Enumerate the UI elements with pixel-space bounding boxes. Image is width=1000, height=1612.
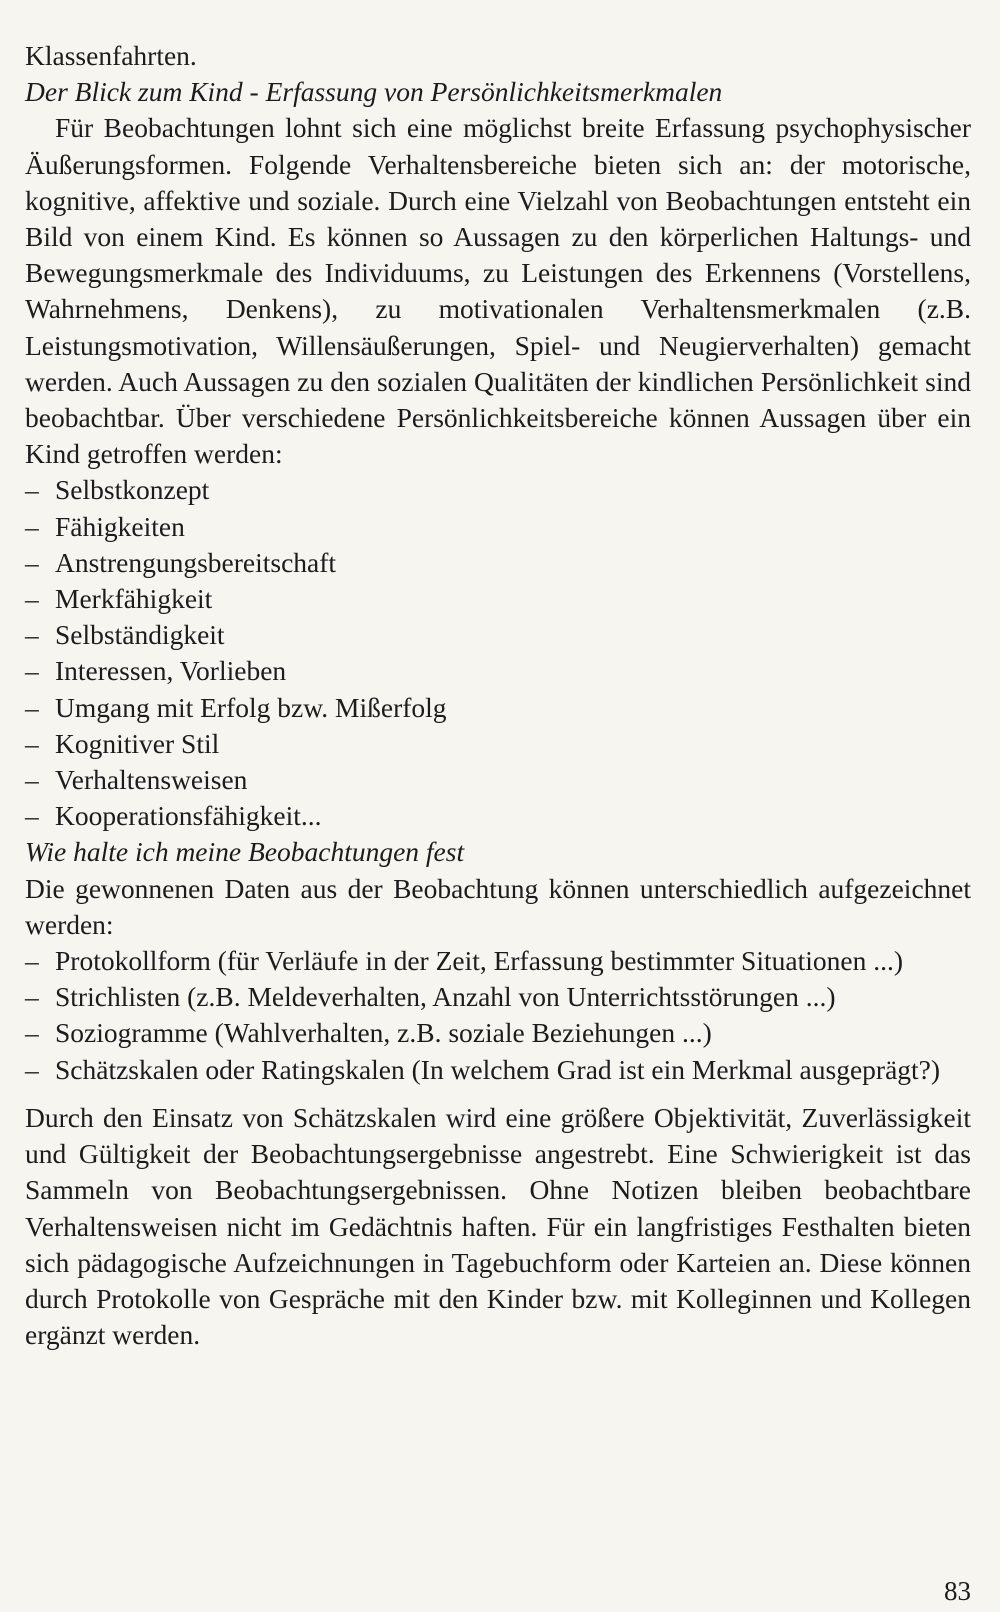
- list-item: – Fähigkeiten: [25, 509, 971, 545]
- list-item: – Interessen, Vorlieben: [25, 653, 971, 689]
- list-item: – Schätzskalen oder Ratingskalen (In welchem Grad ist ein Merkmal ausgeprägt?): [25, 1052, 971, 1088]
- paragraph-spacer: [25, 1088, 971, 1100]
- page-number: 83: [944, 1576, 971, 1606]
- list-item: – Selbstkonzept: [25, 472, 971, 508]
- paragraph-observation: Für Beobachtungen lohnt sich eine möglichst breite Erfassung psychophysischer Äußerungsformen. Folgende Verhaltensbereiche bieten sich an: der motorische, kognitive, affektive und soziale. Durch eine Vielzahl von Beobachtungen entsteht ein Bild von einem Kind. Es können so Aussagen zu den körperlichen Haltungs- und Bewegungsmerkmale des Individuums, zu Leistungen des Erkennens (Vorstellens, Wahrnehmens, Denkens), zu motivationalen Verhaltensmerkmalen (z.B. Leistungsmotivation, Willensäußerungen, Spiel- und Neugierverhalten) gemacht werden. Auch Aussagen zu den sozialen Qualitäten der kindlichen Persönlichkeit sind beobachtbar. Über verschiedene Persönlichkeitsbereiche können Aussagen über ein Kind getroffen werden:: [25, 112, 971, 470]
- list-item: – Kooperationsfähigkeit...: [25, 798, 971, 834]
- recording-methods-list: [25, 943, 971, 1088]
- list-item: – Protokollform (für Verläufe in der Zeit, Erfassung bestimmter Situationen ...): [25, 943, 971, 979]
- paragraph-closing: Durch den Einsatz von Schätzskalen wird eine größere Objektivität, Zuverlässigkeit und Gültigkeit der Beobachtungsergebnisse angestrebt. Eine Schwierigkeit ist das Sammeln von Beobachtungsergebnissen. Ohne Notizen bleiben beobachtbare Verhaltensweisen nicht im Gedächtnis haften. Für ein langfristiges Festhalten bieten sich pädagogische Aufzeichnungen in Tagebuchform oder Karteien an. Diese können durch Protokolle von Gespräche mit den Kinder bzw. mit Kolleginnen und Kollegen ergänzt werden.: [25, 1101, 971, 1351]
- personality-areas-list: [25, 472, 971, 834]
- list-item: – Merkfähigkeit: [25, 581, 971, 617]
- page-content: [25, 38, 971, 1353]
- list-item: – Kognitiver Stil: [25, 726, 971, 762]
- list-item: – Soziogramme (Wahlverhalten, z.B. soziale Beziehungen ...): [25, 1015, 971, 1051]
- list-item: – Verhaltensweisen: [25, 762, 971, 798]
- paragraph-recording-intro: Die gewonnenen Daten aus der Beobachtung können unterschiedlich aufgezeichnet werden:: [25, 872, 971, 940]
- list-item: – Strichlisten (z.B. Meldeverhalten, Anzahl von Unterrichtsstörungen ...): [25, 979, 971, 1015]
- section-heading-recording: Wie halte ich meine Beobachtungen fest: [25, 836, 465, 868]
- list-item: – Umgang mit Erfolg bzw. Mißerfolg: [25, 690, 971, 726]
- section-heading-observation: Der Blick zum Kind - Erfassung von Persönlichkeitsmerkmalen: [25, 76, 723, 108]
- intro-line: Klassenfahrten.: [25, 40, 197, 71]
- list-item: – Selbständigkeit: [25, 617, 971, 653]
- list-item: – Anstrengungsbereitschaft: [25, 545, 971, 581]
